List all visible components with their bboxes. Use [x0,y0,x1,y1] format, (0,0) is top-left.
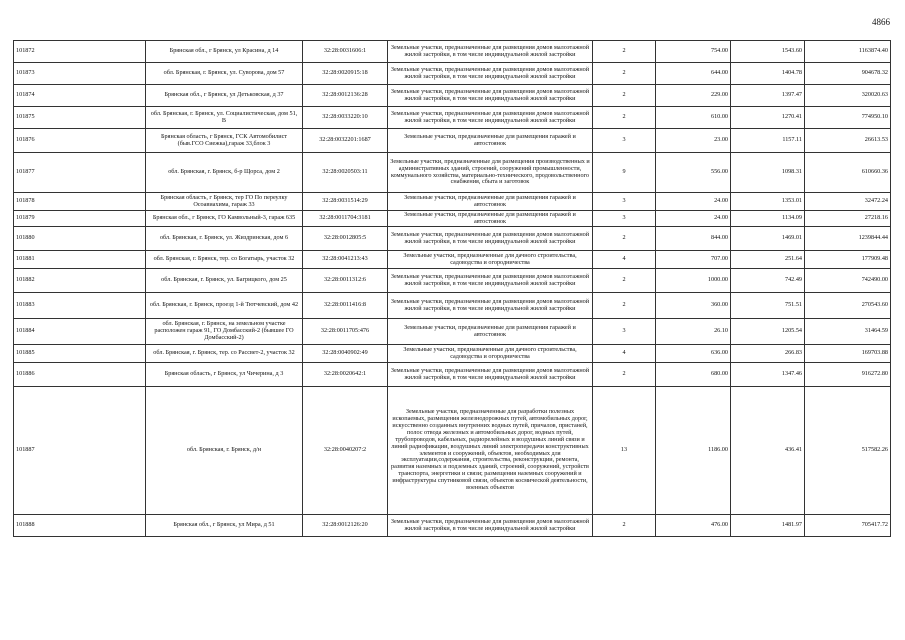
cadastral-value-cell: 705417.72 [805,515,891,537]
group-cell: 3 [593,129,656,153]
row-id: 101886 [14,363,146,387]
row-id: 101872 [14,41,146,63]
area-cell: 636.00 [656,345,731,363]
row-id: 101883 [14,293,146,319]
cadastral-value-cell: 774950.10 [805,107,891,129]
table-row [14,227,891,251]
group-cell: 3 [593,193,656,211]
cadastral-value-cell: 904678.32 [805,63,891,85]
group-cell: 2 [593,515,656,537]
cadastral-number-cell: 32:28:0011704:3181 [303,211,388,227]
group-cell: 2 [593,363,656,387]
land-use-cell: Земельные участки, предназначенные для размещения домов малоэтажной жилой застройки, в том числе индивидуальной жилой застройки [388,227,593,251]
address-cell: обл. Брянская, г. Брянск, ул. Багрицкого, дом 25 [146,269,303,293]
rate-cell: 1270.41 [731,107,805,129]
area-cell: 476.00 [656,515,731,537]
group-cell: 9 [593,153,656,193]
row-id: 101874 [14,85,146,107]
cadastral-value-cell: 27218.16 [805,211,891,227]
area-cell: 754.00 [656,41,731,63]
row-id: 101873 [14,63,146,85]
group-cell: 2 [593,227,656,251]
rate-cell: 1481.97 [731,515,805,537]
address-cell: обл. Брянская, г. Брянск, б-р Щорса, дом 2 [146,153,303,193]
group-cell: 13 [593,387,656,515]
cadastral-value-cell: 177909.48 [805,251,891,269]
cadastral-number-cell: 32:28:0012126:20 [303,515,388,537]
land-use-cell: Земельные участки, предназначенные для размещения гаражей и автостоянок [388,319,593,345]
land-use-cell: Земельные участки, предназначенные для размещения домов малоэтажной жилой застройки, в том числе индивидуальной жилой застройки [388,41,593,63]
address-cell: Брянская область, г Брянск, ГСК Автомобилист (быв.ГСО Сиежка),гараж 33,блок 3 [146,129,303,153]
rate-cell: 742.49 [731,269,805,293]
table-row [14,193,891,211]
cadastral-value-table [13,40,891,537]
table-row [14,211,891,227]
row-id: 101878 [14,193,146,211]
land-use-cell: Земельные участки, предназначенные для размещения гаражей и автостоянок [388,193,593,211]
rate-cell: 751.51 [731,293,805,319]
area-cell: 24.00 [656,193,731,211]
rate-cell: 1098.31 [731,153,805,193]
area-cell: 556.00 [656,153,731,193]
row-id: 101884 [14,319,146,345]
cadastral-value-cell: 1163874.40 [805,41,891,63]
address-cell: Брянская обл., г Брянск, ул Мира, д 51 [146,515,303,537]
row-id: 101882 [14,269,146,293]
land-use-cell: Земельные участки, предназначенные для разработки полезных ископаемых, размещения железнодорожных путей, автомобильных дорог, искусственно созданных внутренних водных путей, причалов, пристаней, полос отвода железных и автомобильных дорог, водных путей, трубопроводов, кабельных, радиорелейных и воздушных линий связи и линий радиофикации, воздушных линий электропередачи конструктивных элементов и сооружений, объектов, необходимых для эксплуатации,содержания, строительства, реконструкции, ремонта, развития наземных и подземных зданий, строений, сооружений, устройств транспорта, энергетики и связи; размещения наземных сооружений и инфраструктуры спутниковой связи, объектов космической деятельности, военных объектов [388,387,593,515]
area-cell: 26.10 [656,319,731,345]
land-use-cell: Земельные участки, предназначенные для дачного строительства, садоводства и огородничества [388,251,593,269]
cadastral-number-cell: 32:28:0033220:10 [303,107,388,129]
address-cell: обл. Брянская, г. Брянск, ул. Жиздринская, дом 6 [146,227,303,251]
land-use-cell: Земельные участки, предназначенные для размещения домов малоэтажной жилой застройки, в том числе индивидуальной жилой застройки [388,293,593,319]
group-cell: 2 [593,293,656,319]
cadastral-number-cell: 32:28:0040207:2 [303,387,388,515]
land-use-cell: Земельные участки, предназначенные для размещения домов малоэтажной жилой застройки, в том числе индивидуальной жилой застройки [388,107,593,129]
rate-cell: 1543.60 [731,41,805,63]
area-cell: 844.00 [656,227,731,251]
land-use-cell: Земельные участки, предназначенные для размещения домов малоэтажной жилой застройки, в том числе индивидуальной жилой застройки [388,85,593,107]
rate-cell: 1397.47 [731,85,805,107]
cadastral-value-cell: 1239844.44 [805,227,891,251]
address-cell: Брянская обл., г Брянск, ГО Камвольный-3, гараж 635 [146,211,303,227]
address-cell: обл. Брянская, г. Брянск, проезд 1-й Тютчевский, дом 42 [146,293,303,319]
table-row [14,153,891,193]
cadastral-value-cell: 320020.63 [805,85,891,107]
cadastral-value-cell: 610660.36 [805,153,891,193]
area-cell: 24.00 [656,211,731,227]
area-cell: 644.00 [656,63,731,85]
table-row [14,345,891,363]
row-id: 101876 [14,129,146,153]
page-number: 4866 [872,17,890,27]
cadastral-number-cell: 32:28:0011416:8 [303,293,388,319]
row-id: 101879 [14,211,146,227]
table-row [14,387,891,515]
land-use-cell: Земельные участки, предназначенные для размещения производственных и административных зданий, строений, сооружений промышленности, коммунального хозяйства, материально-технического, продовольственного снабжения, сбыта и заготовок [388,153,593,193]
area-cell: 360.00 [656,293,731,319]
cadastral-number-cell: 32:28:0020503:11 [303,153,388,193]
cadastral-value-cell: 270543.60 [805,293,891,319]
cadastral-value-cell: 916272.80 [805,363,891,387]
area-cell: 680.00 [656,363,731,387]
land-use-cell: Земельные участки, предназначенные для дачного строительства, садоводства и огородничества [388,345,593,363]
cadastral-number-cell: 32:28:0031606:1 [303,41,388,63]
area-cell: 23.00 [656,129,731,153]
rate-cell: 1347.46 [731,363,805,387]
row-id: 101877 [14,153,146,193]
rate-cell: 1404.78 [731,63,805,85]
rate-cell: 251.64 [731,251,805,269]
land-use-cell: Земельные участки, предназначенные для размещения домов малоэтажной жилой застройки, в том числе индивидуальной жилой застройки [388,515,593,537]
group-cell: 3 [593,211,656,227]
address-cell: обл. Брянская, г. Брянск, тер. со Богатырь, участок 32 [146,251,303,269]
area-cell: 229.00 [656,85,731,107]
cadastral-value-cell: 169703.88 [805,345,891,363]
table-row [14,63,891,85]
rate-cell: 1353.01 [731,193,805,211]
row-id: 101881 [14,251,146,269]
table-row [14,363,891,387]
table-row [14,293,891,319]
group-cell: 4 [593,251,656,269]
address-cell: обл. Брянская, г. Брянск, ул. Социалистическая, дом 51, В [146,107,303,129]
table-row [14,251,891,269]
group-cell: 3 [593,319,656,345]
cadastral-number-cell: 32:28:0011312:6 [303,269,388,293]
area-cell: 1000.00 [656,269,731,293]
cadastral-value-cell: 517582.26 [805,387,891,515]
cadastral-value-cell: 32472.24 [805,193,891,211]
cadastral-number-cell: 32:28:0040902:49 [303,345,388,363]
cadastral-number-cell: 32:28:0012136:28 [303,85,388,107]
land-use-cell: Земельные участки, предназначенные для размещения домов малоэтажной жилой застройки, в том числе индивидуальной жилой застройки [388,269,593,293]
address-cell: обл. Брянская, г. Брянск, ул. Суворова, дом 57 [146,63,303,85]
table-row [14,85,891,107]
cadastral-number-cell: 32:28:0041213:43 [303,251,388,269]
cadastral-number-cell: 32:28:0031514:29 [303,193,388,211]
group-cell: 4 [593,345,656,363]
group-cell: 2 [593,269,656,293]
area-cell: 707.00 [656,251,731,269]
group-cell: 2 [593,63,656,85]
table-row [14,107,891,129]
table-row [14,269,891,293]
group-cell: 2 [593,41,656,63]
cadastral-number-cell: 32:28:0020642:1 [303,363,388,387]
land-use-cell: Земельные участки, предназначенные для размещения гаражей и автостоянок [388,211,593,227]
rate-cell: 266.83 [731,345,805,363]
land-use-cell: Земельные участки, предназначенные для размещения домов малоэтажной жилой застройки, в том числе индивидуальной жилой застройки [388,363,593,387]
area-cell: 1186.00 [656,387,731,515]
cadastral-number-cell: 32:28:0011705:476 [303,319,388,345]
rate-cell: 436.41 [731,387,805,515]
cadastral-value-cell: 26613.53 [805,129,891,153]
table-row [14,41,891,63]
row-id: 101885 [14,345,146,363]
group-cell: 2 [593,85,656,107]
cadastral-value-cell: 31464.59 [805,319,891,345]
table-row [14,129,891,153]
land-use-cell: Земельные участки, предназначенные для размещения гаражей и автостоянок [388,129,593,153]
address-cell: Брянская обл., г Брянск, ул Детьковская, д 37 [146,85,303,107]
address-cell: обл. Брянская, г. Брянск, д/н [146,387,303,515]
row-id: 101875 [14,107,146,129]
table-row [14,515,891,537]
address-cell: обл. Брянская, г. Брянск, на земельном участке расположен гараж 91, ГО Домбасский-2 (бывшее ГО Домбасский-2) [146,319,303,345]
row-id: 101880 [14,227,146,251]
address-cell: Брянская область, г Брянск, ул Чичерина, д 3 [146,363,303,387]
row-id: 101887 [14,387,146,515]
rate-cell: 1157.11 [731,129,805,153]
cadastral-number-cell: 32:28:0020915:18 [303,63,388,85]
land-use-cell: Земельные участки, предназначенные для размещения домов малоэтажной жилой застройки, в том числе индивидуальной жилой застройки [388,63,593,85]
address-cell: Брянская обл., г Брянск, ул Красина, д 14 [146,41,303,63]
cadastral-number-cell: 32:28:0012805:5 [303,227,388,251]
area-cell: 610.00 [656,107,731,129]
rate-cell: 1134.09 [731,211,805,227]
address-cell: Брянская область, г Брянск, тер ГО По переулку Осоавиахима, гараж 33 [146,193,303,211]
cadastral-number-cell: 32:28:0032201:1687 [303,129,388,153]
group-cell: 2 [593,107,656,129]
rate-cell: 1205.54 [731,319,805,345]
address-cell: обл. Брянская, г. Брянск, тер. со Рассвет-2, участок 32 [146,345,303,363]
rate-cell: 1469.01 [731,227,805,251]
table-row [14,319,891,345]
cadastral-value-cell: 742490.00 [805,269,891,293]
row-id: 101888 [14,515,146,537]
